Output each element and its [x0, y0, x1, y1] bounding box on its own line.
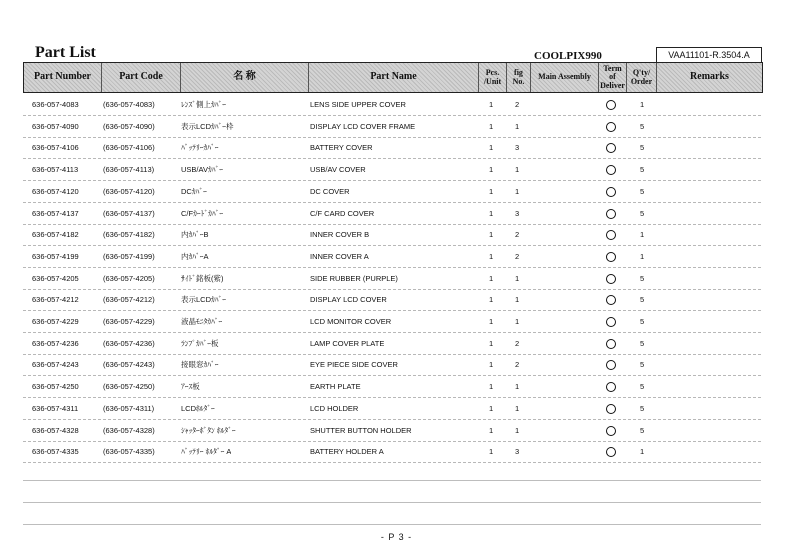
table-header	[23, 62, 763, 93]
fig-cell: 1	[515, 425, 520, 435]
qty-cell: 5	[640, 425, 645, 435]
part-code-cell: (636-057-4113)	[103, 165, 155, 175]
name-jp-cell: ﾊﾞｯﾃﾘｰｶﾊﾞｰ	[181, 143, 219, 153]
pcs-cell: 1	[489, 100, 494, 109]
table-row	[23, 289, 761, 311]
fig-cell: 2	[515, 100, 520, 109]
name-jp-cell: ｼｬｯﾀｰﾎﾞﾀﾝ ﾎﾙﾀﾞｰ	[181, 425, 236, 435]
delivery-circle-icon	[606, 447, 616, 457]
part-number-cell: 636-057-4229	[32, 317, 79, 326]
part-name-cell: SHUTTER BUTTON HOLDER	[310, 425, 412, 435]
table-row	[23, 441, 761, 463]
delivery-circle-icon	[606, 317, 616, 327]
col-pcs-unit-line2: /Unit	[483, 76, 502, 86]
part-name-cell: EARTH PLATE	[310, 382, 361, 392]
name-jp-cell: 表示LCDｶﾊﾞｰ	[181, 295, 227, 305]
delivery-circle-icon	[606, 100, 616, 110]
part-number-cell: 636-057-4137	[32, 208, 79, 218]
empty-row-line	[23, 502, 761, 503]
name-jp-cell: ﾗﾝﾌﾟｶﾊﾞｰ板	[181, 338, 219, 348]
part-number-cell: 636-057-4328	[32, 425, 79, 435]
part-name-cell: BATTERY COVER	[310, 143, 373, 153]
qty-cell: 5	[640, 273, 645, 283]
fig-cell: 1	[515, 295, 520, 305]
name-jp-cell: 接眼窓ｶﾊﾞｰ	[181, 360, 219, 370]
part-number-cell: 636-057-4113	[32, 165, 79, 175]
part-name-cell: LCD MONITOR COVER	[310, 317, 392, 326]
name-jp-cell: LCDﾎﾙﾀﾞｰ	[181, 403, 215, 413]
part-code-cell: (636-057-4311)	[103, 403, 155, 413]
table-row	[23, 137, 761, 159]
pcs-cell: 1	[489, 121, 494, 131]
part-number-cell: 636-057-4250	[32, 382, 79, 392]
pcs-cell: 1	[489, 143, 494, 153]
pcs-cell: 1	[489, 230, 494, 240]
col-qty-order	[627, 63, 657, 92]
part-code-cell: (636-057-4328)	[103, 425, 155, 435]
table-row	[23, 311, 761, 333]
part-code-cell: (636-057-4205)	[103, 273, 155, 283]
model-name: COOLPIX990	[534, 50, 602, 62]
delivery-circle-icon	[606, 404, 616, 414]
part-number-cell: 636-057-4243	[32, 360, 79, 370]
delivery-circle-icon	[606, 339, 616, 349]
name-jp-cell: DCｶﾊﾞｰ	[181, 186, 207, 196]
qty-cell: 5	[640, 295, 645, 305]
part-code-cell: (636-057-4212)	[103, 295, 155, 305]
col-pcs-unit-line1: Pcs.	[485, 68, 500, 78]
part-name-cell: INNER COVER B	[310, 230, 370, 240]
part-number-cell: 636-057-4083	[32, 100, 79, 109]
col-pcs-unit	[479, 63, 507, 92]
col-term-line3: Deliver	[600, 80, 625, 90]
pcs-cell: 1	[489, 425, 494, 435]
delivery-circle-icon	[606, 187, 616, 197]
fig-cell: 3	[515, 447, 520, 457]
qty-cell: 1	[640, 100, 645, 109]
part-number-cell: 636-057-4199	[32, 251, 79, 261]
qty-cell: 5	[640, 403, 645, 413]
qty-cell: 1	[640, 447, 645, 457]
part-code-cell: (636-057-4335)	[103, 447, 155, 457]
fig-cell: 2	[515, 360, 520, 370]
row-divider	[23, 462, 761, 463]
qty-cell: 5	[640, 186, 645, 196]
part-code-cell: (636-057-4199)	[103, 251, 155, 261]
part-code-cell: (636-057-4182)	[103, 230, 155, 240]
table-row	[23, 94, 761, 116]
part-name-cell: USB/AV COVER	[310, 165, 366, 175]
delivery-circle-icon	[606, 165, 616, 175]
qty-cell: 5	[640, 165, 645, 175]
part-name-cell: EYE PIECE SIDE COVER	[310, 360, 398, 370]
part-number-cell: 636-057-4182	[32, 230, 79, 240]
col-fig-no	[507, 63, 531, 92]
delivery-circle-icon	[606, 382, 616, 392]
table-row	[23, 181, 761, 203]
fig-cell: 1	[515, 273, 520, 283]
col-fig-no-line2: No.	[512, 76, 525, 86]
col-term-of-delivery	[599, 63, 627, 92]
part-name-cell: LENS SIDE UPPER COVER	[310, 100, 406, 109]
part-code-cell: (636-057-4083)	[103, 100, 155, 109]
delivery-circle-icon	[606, 295, 616, 305]
page-title: Part List	[35, 44, 96, 61]
qty-cell: 5	[640, 317, 645, 326]
pcs-cell: 1	[489, 338, 494, 348]
empty-row-line	[23, 524, 761, 525]
qty-cell: 5	[640, 360, 645, 370]
part-name-cell: LAMP COVER PLATE	[310, 338, 385, 348]
col-part-number: Part Number	[24, 63, 102, 92]
name-jp-cell: 表示LCDｶﾊﾞｰ枠	[181, 121, 234, 131]
col-part-code: Part Code	[102, 63, 181, 92]
delivery-circle-icon	[606, 252, 616, 262]
name-jp-cell: ﾚﾝｽﾞ側上ｶﾊﾞｰ	[181, 100, 226, 109]
part-code-cell: (636-057-4106)	[103, 143, 155, 153]
part-code-cell: (636-057-4236)	[103, 338, 155, 348]
delivery-circle-icon	[606, 274, 616, 284]
part-code-cell: (636-057-4243)	[103, 360, 155, 370]
document-number: VAA11101-R.3504.A	[656, 47, 762, 63]
part-number-cell: 636-057-4311	[32, 403, 79, 413]
col-qty-line2: Order	[630, 76, 653, 86]
name-jp-cell: 液晶ﾓﾆﾀｶﾊﾞｰ	[181, 317, 223, 326]
fig-cell: 3	[515, 208, 520, 218]
pcs-cell: 1	[489, 273, 494, 283]
empty-row-line	[23, 480, 761, 481]
qty-cell: 1	[640, 251, 645, 261]
col-fig-no-line1: fig	[514, 68, 523, 78]
part-number-cell: 636-057-4106	[32, 143, 79, 153]
part-name-cell: BATTERY HOLDER A	[310, 447, 384, 457]
fig-cell: 2	[515, 338, 520, 348]
part-name-cell: LCD HOLDER	[310, 403, 359, 413]
pcs-cell: 1	[489, 208, 494, 218]
part-number-cell: 636-057-4205	[32, 273, 79, 283]
name-jp-cell: 内ｶﾊﾞｰA	[181, 251, 209, 261]
part-name-cell: INNER COVER A	[310, 251, 369, 261]
part-code-cell: (636-057-4229)	[103, 317, 155, 326]
delivery-circle-icon	[606, 143, 616, 153]
table-row	[23, 268, 761, 290]
part-code-cell: (636-057-4120)	[103, 186, 155, 196]
pcs-cell: 1	[489, 251, 494, 261]
part-code-cell: (636-057-4250)	[103, 382, 155, 392]
pcs-cell: 1	[489, 317, 494, 326]
col-part-name: Part Name	[309, 63, 479, 92]
table-row	[23, 224, 761, 246]
part-number-cell: 636-057-4335	[32, 447, 79, 457]
fig-cell: 1	[515, 403, 520, 413]
name-jp-cell: ｱｰｽ板	[181, 382, 200, 392]
part-number-cell: 636-057-4236	[32, 338, 79, 348]
table-row	[23, 420, 761, 442]
page-number: - P 3 -	[380, 532, 413, 542]
fig-cell: 3	[515, 143, 520, 153]
name-jp-cell: USB/AVｶﾊﾞｰ	[181, 165, 223, 175]
fig-cell: 1	[515, 186, 520, 196]
fig-cell: 2	[515, 230, 520, 240]
delivery-circle-icon	[606, 360, 616, 370]
part-name-cell: DC COVER	[310, 186, 350, 196]
qty-cell: 5	[640, 338, 645, 348]
part-code-cell: (636-057-4090)	[103, 121, 155, 131]
col-remarks: Remarks	[690, 71, 729, 83]
qty-cell: 5	[640, 143, 645, 153]
part-name-cell: DISPLAY LCD COVER FRAME	[310, 121, 416, 131]
delivery-circle-icon	[606, 230, 616, 240]
fig-cell: 1	[515, 165, 520, 175]
fig-cell: 1	[515, 317, 520, 326]
qty-cell: 5	[640, 121, 645, 131]
qty-cell: 1	[640, 230, 645, 240]
qty-cell: 5	[640, 208, 645, 218]
pcs-cell: 1	[489, 403, 494, 413]
table-row	[23, 203, 761, 225]
col-term-line1: Term	[603, 63, 622, 73]
name-jp-cell: ｻｲﾄﾞ銘板(紫)	[181, 273, 224, 283]
part-name-cell: C/F CARD COVER	[310, 208, 375, 218]
col-term-line2: of	[609, 72, 616, 82]
pcs-cell: 1	[489, 165, 494, 175]
qty-cell: 5	[640, 382, 645, 392]
part-name-cell: SIDE RUBBER (PURPLE)	[310, 273, 398, 283]
pcs-cell: 1	[489, 295, 494, 305]
delivery-circle-icon	[606, 209, 616, 219]
pcs-cell: 1	[489, 186, 494, 196]
table-row	[23, 159, 761, 181]
delivery-circle-icon	[606, 426, 616, 436]
name-jp-cell: 内ｶﾊﾞｰB	[181, 230, 209, 240]
fig-cell: 1	[515, 382, 520, 392]
table-row	[23, 333, 761, 355]
table-row	[23, 116, 761, 138]
table-row	[23, 246, 761, 268]
delivery-circle-icon	[606, 122, 616, 132]
col-name-jp: 名 称	[181, 63, 309, 92]
part-number-cell: 636-057-4090	[32, 121, 79, 131]
part-name-cell: DISPLAY LCD COVER	[310, 295, 387, 305]
table-row	[23, 376, 761, 398]
col-qty-line1: Q'ty/	[632, 68, 651, 78]
fig-cell: 1	[515, 121, 520, 131]
part-code-cell: (636-057-4137)	[103, 208, 155, 218]
part-number-cell: 636-057-4212	[32, 295, 79, 305]
name-jp-cell: ﾊﾞｯﾃﾘｰ ﾎﾙﾀﾞｰ A	[181, 447, 232, 457]
pcs-cell: 1	[489, 447, 494, 457]
table-row	[23, 398, 761, 420]
pcs-cell: 1	[489, 382, 494, 392]
pcs-cell: 1	[489, 360, 494, 370]
name-jp-cell: C/Fｶｰﾄﾞｶﾊﾞｰ	[181, 208, 224, 218]
table-row	[23, 354, 761, 376]
part-number-cell: 636-057-4120	[32, 186, 79, 196]
fig-cell: 2	[515, 251, 520, 261]
col-main-assembly: Main Assembly	[531, 63, 599, 92]
